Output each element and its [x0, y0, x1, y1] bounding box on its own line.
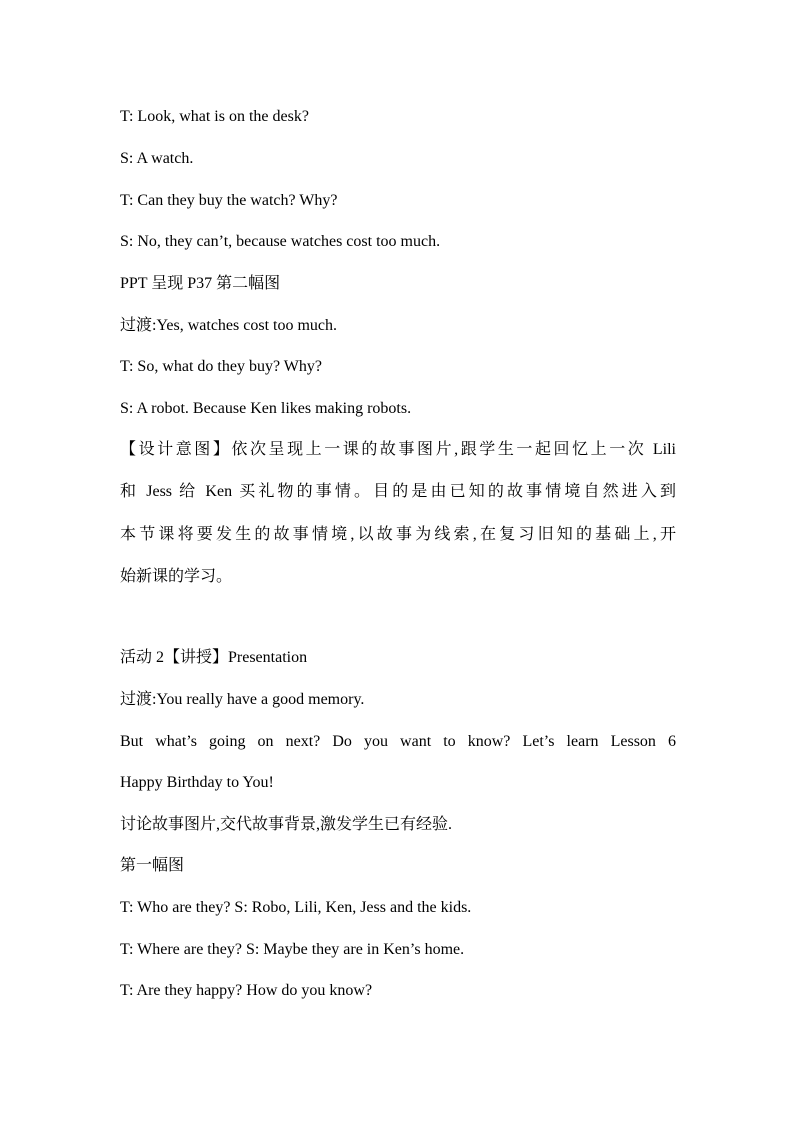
- ppt-note-line: PPT 呈现 P37 第二幅图: [120, 275, 281, 292]
- activity-heading: 活动 2【讲授】Presentation: [120, 649, 308, 666]
- dialogue-line: T: Can they buy the watch? Why?: [120, 192, 338, 209]
- design-intent-line: 始新课的学习。: [120, 568, 233, 585]
- design-intent-line: 【设计意图】依次呈现上一课的故事图片,跟学生一起回忆上一次 Lili: [120, 441, 676, 458]
- dialogue-line: T: Are they happy? How do you know?: [120, 982, 373, 999]
- dialogue-line: T: Where are they? S: Maybe they are in Ken’s home.: [120, 941, 465, 958]
- dialogue-line: S: A watch.: [120, 150, 194, 167]
- picture-heading: 第一幅图: [120, 857, 185, 874]
- presentation-line: But what’s going on next? Do you want to know? Let’s learn Lesson 6: [120, 733, 676, 750]
- presentation-line: Happy Birthday to You!: [120, 774, 274, 791]
- dialogue-line: T: Look, what is on the desk?: [120, 108, 309, 125]
- dialogue-line: T: Who are they? S: Robo, Lili, Ken, Jess and the kids.: [120, 899, 472, 916]
- transition-line: 过渡:Yes, watches cost too much.: [120, 317, 338, 334]
- discussion-line: 讨论故事图片,交代故事背景,激发学生已有经验.: [120, 816, 453, 833]
- dialogue-line: T: So, what do they buy? Why?: [120, 358, 322, 375]
- design-intent-line: 和 Jess 给 Ken 买礼物的事情。目的是由已知的故事情境自然进入到: [120, 483, 676, 500]
- design-intent-line: 本节课将要发生的故事情境,以故事为线索,在复习旧知的基础上,开: [120, 526, 676, 543]
- dialogue-line: S: A robot. Because Ken likes making robots.: [120, 400, 412, 417]
- dialogue-line: S: No, they can’t, because watches cost too much.: [120, 233, 441, 250]
- transition-line: 过渡:You really have a good memory.: [120, 691, 365, 708]
